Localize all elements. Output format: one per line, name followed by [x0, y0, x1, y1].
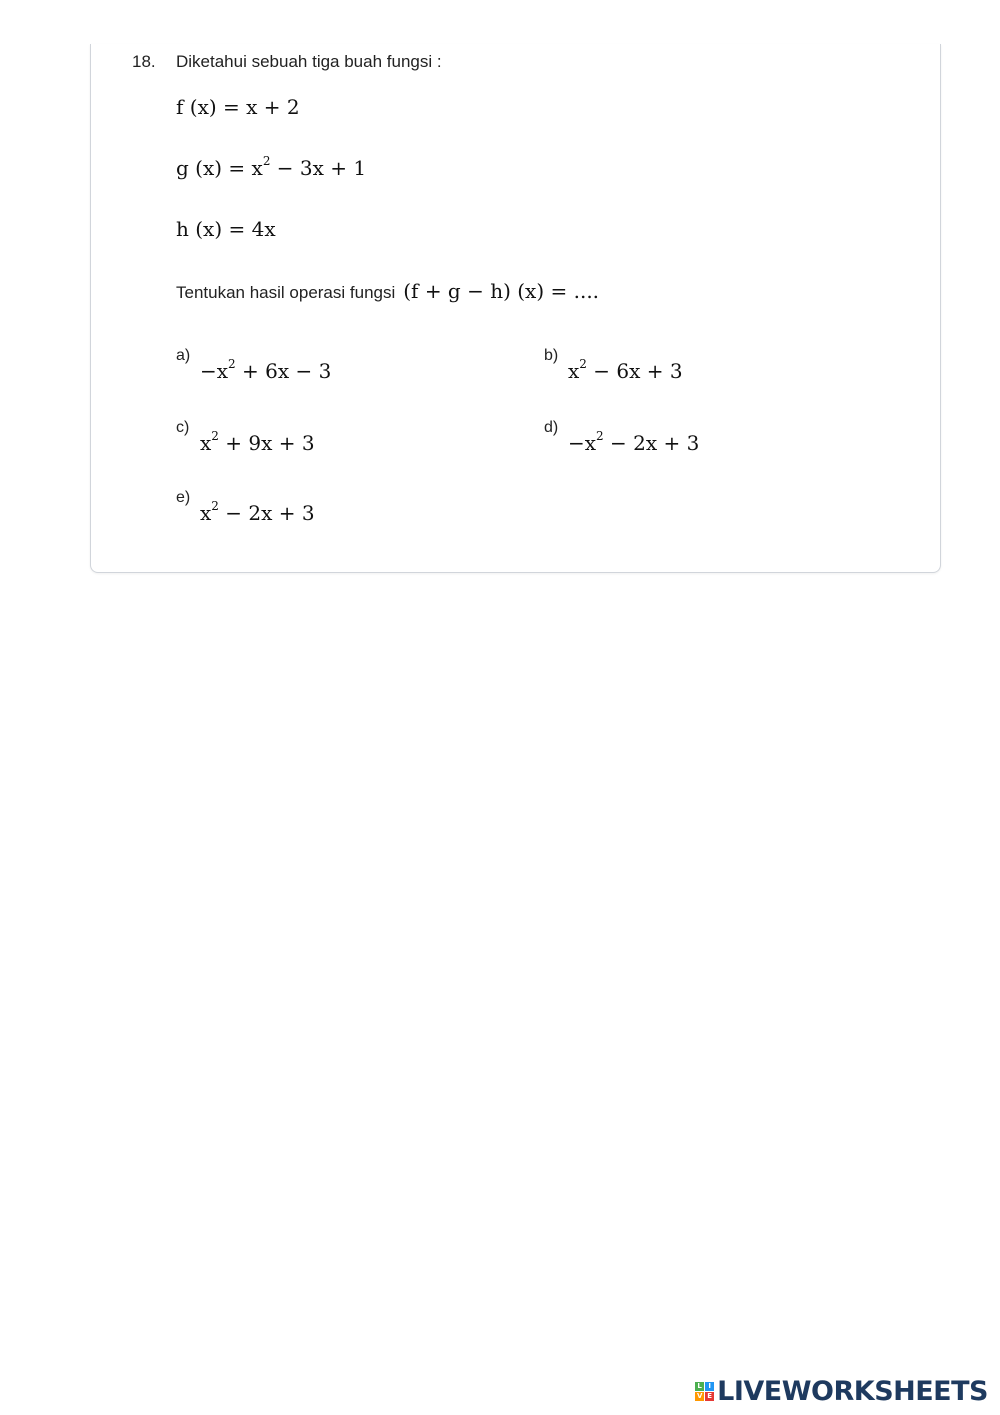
function-g — [176, 154, 366, 182]
logo-mark-cell: L — [695, 1382, 704, 1391]
task-line — [176, 277, 599, 307]
option-a[interactable] — [176, 346, 496, 394]
option-c-letter: c) — [176, 419, 190, 436]
function-g-rest: − 3x + 1 — [270, 156, 367, 180]
option-c-expression — [200, 430, 315, 456]
option-b-base: x — [568, 359, 580, 383]
option-c-rest: + 9x + 3 — [218, 431, 315, 455]
option-a-exponent: 2 — [228, 357, 236, 372]
option-d-expression — [568, 430, 699, 456]
option-c[interactable] — [176, 418, 496, 466]
function-g-lhs: g (x) = — [176, 156, 252, 180]
task-expression: (f + g − h) (x) = .... — [403, 279, 600, 303]
option-e-exponent: 2 — [211, 499, 219, 514]
logo-mark-icon — [695, 1382, 714, 1401]
logo-mark-cell: V — [696, 1391, 703, 1400]
option-e[interactable] — [176, 488, 496, 536]
option-c-base: x — [200, 431, 212, 455]
function-g-base: x — [251, 156, 263, 180]
function-f-body: x + 2 — [246, 95, 300, 119]
option-a-expression — [200, 358, 331, 384]
logo-mark-cell: E — [705, 1392, 714, 1401]
function-h — [176, 215, 276, 243]
option-e-letter: e) — [176, 489, 191, 506]
option-e-rest: − 2x + 3 — [218, 501, 315, 525]
function-g-exponent: 2 — [262, 154, 271, 169]
option-d[interactable] — [544, 418, 864, 466]
option-a-rest: + 6x − 3 — [235, 359, 332, 383]
option-d-rest: − 2x + 3 — [603, 431, 700, 455]
question-number: 18. — [132, 52, 156, 71]
option-e-expression — [200, 500, 315, 526]
option-d-base: −x — [568, 431, 597, 455]
logo-text: LIVEWORKSHEETS — [717, 1375, 988, 1407]
logo-mark-cell: I — [705, 1382, 714, 1391]
option-d-exponent: 2 — [596, 429, 604, 444]
liveworksheets-logo — [695, 1374, 988, 1408]
option-b[interactable] — [544, 346, 864, 394]
option-d-letter: d) — [544, 419, 559, 436]
function-h-lhs: h (x) = — [176, 217, 252, 241]
option-b-rest: − 6x + 3 — [586, 359, 683, 383]
task-text: Tentukan hasil operasi fungsi — [176, 283, 396, 302]
option-e-base: x — [200, 501, 212, 525]
option-b-expression — [568, 358, 683, 384]
option-b-exponent: 2 — [579, 357, 587, 372]
option-a-base: −x — [200, 359, 229, 383]
function-h-body: 4x — [251, 217, 276, 241]
function-f — [176, 93, 300, 121]
option-b-letter: b) — [544, 347, 559, 364]
function-f-lhs: f (x) = — [176, 95, 247, 119]
option-c-exponent: 2 — [211, 429, 219, 444]
question-intro: Diketahui sebuah tiga buah fungsi : — [176, 52, 442, 71]
option-a-letter: a) — [176, 347, 191, 364]
